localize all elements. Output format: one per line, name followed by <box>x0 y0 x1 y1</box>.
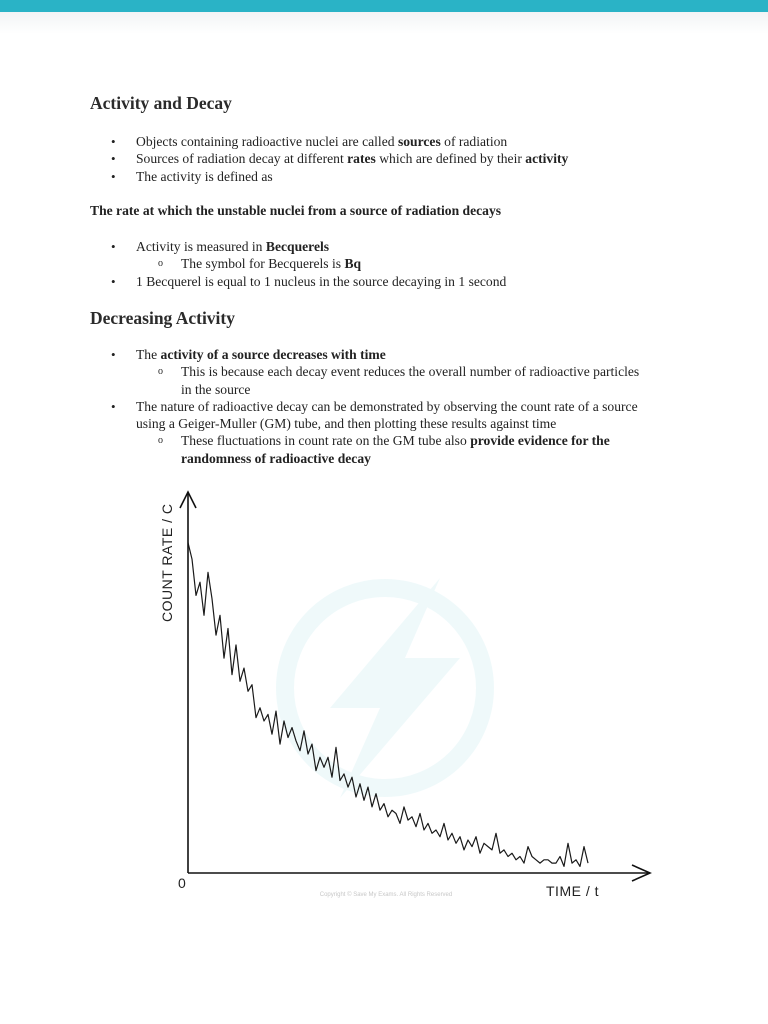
list-item <box>90 346 680 363</box>
bullet-dot: • <box>111 151 116 167</box>
bold-text: provide evidence for the <box>470 433 610 449</box>
list-item <box>90 168 680 185</box>
list-item <box>90 273 680 290</box>
text: Sources of radiation decay at different <box>136 151 348 167</box>
copyright-text: Copyright © Save My Exams. All Rights Reserved <box>319 892 453 898</box>
sub-list-item <box>90 255 680 272</box>
bold-text: activity <box>525 151 569 167</box>
x-axis-label: TIME / t <box>546 883 599 899</box>
top-accent-band <box>0 0 768 12</box>
text: The nature of radioactive decay can be demonstrated by observing the count rate of a source <box>136 398 638 414</box>
text: in the source <box>181 381 251 397</box>
heading-decreasing-activity: Decreasing Activity <box>90 308 235 328</box>
list-item <box>90 133 680 150</box>
text: 1 Becquerel is equal to 1 nucleus in the source decaying in 1 second <box>136 273 507 289</box>
becquerel-bullet-list <box>90 238 680 290</box>
bullet-dot: • <box>111 134 116 149</box>
text: These fluctuations in count rate on the GM tube also <box>181 433 471 449</box>
bold-text: randomness of radioactive decay <box>181 450 371 466</box>
activity-bullet-list <box>90 133 680 185</box>
bullet-dot: • <box>111 239 116 254</box>
sub-bullet-ring: o <box>158 435 163 447</box>
bullet-dot: • <box>111 347 116 362</box>
list-item <box>90 398 680 433</box>
sub-bullet-ring: o <box>158 366 163 378</box>
list-item <box>90 238 680 255</box>
text: The <box>136 347 161 362</box>
sub-bullet-ring: o <box>158 258 163 270</box>
bold-text: rates <box>347 151 376 167</box>
bullet-dot: • <box>111 273 116 289</box>
count-rate-chart <box>150 478 670 908</box>
bullet-dot: • <box>111 398 116 414</box>
text: of radiation <box>440 134 508 149</box>
top-band-shadow <box>0 12 768 34</box>
text: This is because each decay event reduces the overall number of radioactive particles <box>181 364 640 380</box>
y-axis-label: COUNT RATE / C <box>159 503 175 622</box>
bullet-dot: • <box>111 168 116 184</box>
text: using a Geiger-Muller (GM) tube, and then plotting these results against time <box>136 416 557 432</box>
text: Objects containing radioactive nuclei are called <box>136 134 398 149</box>
origin-label: 0 <box>178 875 187 891</box>
decreasing-bullet-list <box>90 346 680 467</box>
definition-text: The rate at which the unstable nuclei from a source of radiation decays <box>90 203 502 218</box>
bold-text: Bq <box>344 256 362 272</box>
text: The symbol for Becquerels is <box>181 256 345 272</box>
text: The activity is defined as <box>136 168 273 184</box>
sub-list-item <box>90 363 680 398</box>
list-item <box>90 150 680 167</box>
heading-activity-and-decay: Activity and Decay <box>90 93 232 113</box>
text: Activity is measured in <box>136 239 266 254</box>
bold-text: activity of a source decreases with time <box>160 347 386 362</box>
bold-text: Becquerels <box>265 239 330 254</box>
sub-list-item <box>90 432 680 467</box>
text: which are defined by their <box>375 151 526 167</box>
bold-text: sources <box>397 134 441 149</box>
